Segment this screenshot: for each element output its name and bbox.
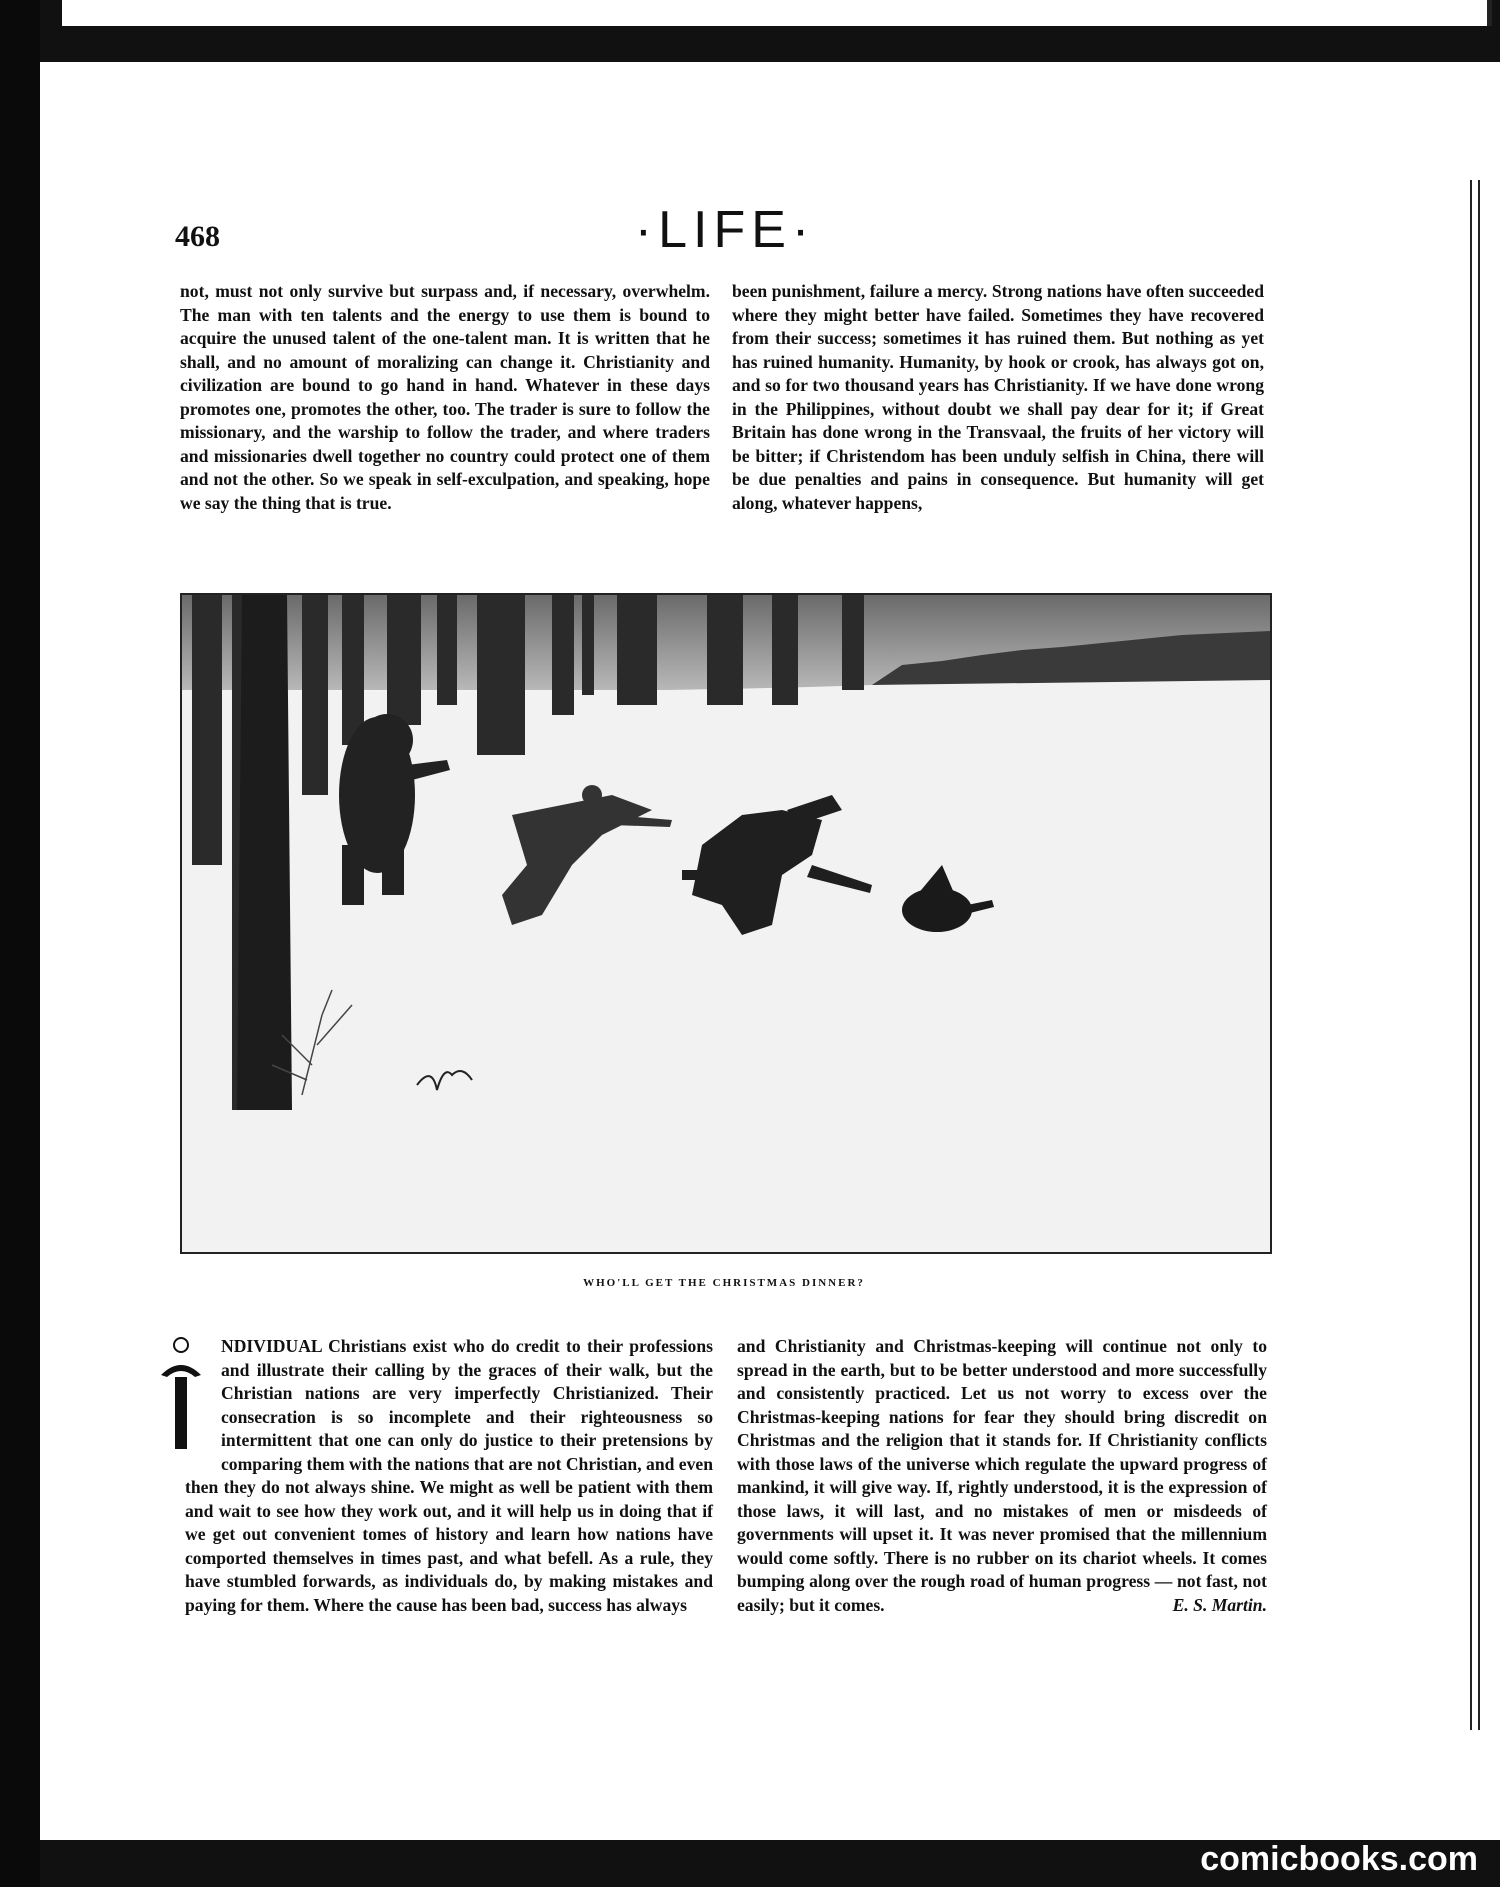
facing-page-border [1470,180,1480,1730]
bottom-right-text: and Christianity and Christmas-keeping will continue not only to spread in the earth, but to be better understood and more successfully and consistently practiced. Let us not worry to excess over the Christmas-keeping nations for fear they should bring discredit on Christmas and the religion that it stands for. If Christianity conflicts with those laws of the universe which regulate the upward progress of mankind, it will give way. If, rightly understood, it is the expression of those laws, it will last, and no mistakes of men or misdeeds of governments will upset it. It was never promised that the millennium would come softly. There is no rubber on its chariot wheels. It comes bumping along over the rough road of human progress — not fast, not easily; but it comes. [737,1336,1267,1615]
bottom-left-column [185,1335,713,1617]
scan-margin [0,0,40,1887]
site-watermark: comicbooks.com [1200,1840,1478,1878]
previous-page-strip [62,0,1492,26]
dropcap-letter-i [155,1335,207,1455]
bottom-right-column [737,1335,1267,1617]
christmas-dinner-illustration [180,593,1272,1254]
top-right-column: been punishment, failure a mercy. Strong nations have often succeeded where they might better have failed. Sometimes they have recovered from their success; sometimes it has ruined them. But nothing as yet has ruined humanity. Humanity, by hook or crook, has always got on, and so for two thousand years has Christianity. If we have done wrong in the Philippines, without doubt we shall pay dear for it; if Great Britain has done wrong in the Transvaal, the fruits of her victory will be bitter; if Christendom has been unduly selfish in China, there will be due penalties and pains in consequence. But humanity will get along, whatever happens, [732,281,1264,513]
author-signature: E. S. Martin. [1172,1594,1267,1615]
illustration-caption: WHO'LL GET THE CHRISTMAS DINNER? [583,1277,865,1289]
masthead-title: ·LIFE· [634,201,816,259]
top-left-column: not, must not only survive but surpass and, if necessary, overwhelm. The man with ten talents and the energy to use them is bound to acquire the unused talent of the one-talent man. It is written that he shall, and no amount of moralizing can change it. Christianity and civilization are bound to go hand in hand. Whatever in these days promotes one, promotes the other, too. The trader is sure to follow the missionary, and the warship to follow the trader, and where traders and missionaries dwell together no country could protect one of them and not the other. So we speak in self-exculpation, and speaking, hope we say the thing that is true. [180,281,710,513]
winter-chase-scene [182,595,1270,1252]
page-number: 468 [175,220,220,253]
bottom-left-text: NDIVIDUAL Christians exist who do credit to their professions and illustrate their calling by the graces of their walk, but the Christian nations are very imperfectly Christianized. Their consecration is so incomplete and their righteousness so intermittent that one can only do justice to their pretensions by comparing them with the nations that are not Christian, and even then they do not always shine. We might as well be patient with them and wait to see how they work out, and it will help us in doing that if we get out convenient tomes of history and learn how nations have comported themselves in times past, and what befell. As a rule, they have stumbled forwards, as individuals do, by making mistakes and paying for them. Where the cause has been bad, success has always [185,1336,713,1615]
